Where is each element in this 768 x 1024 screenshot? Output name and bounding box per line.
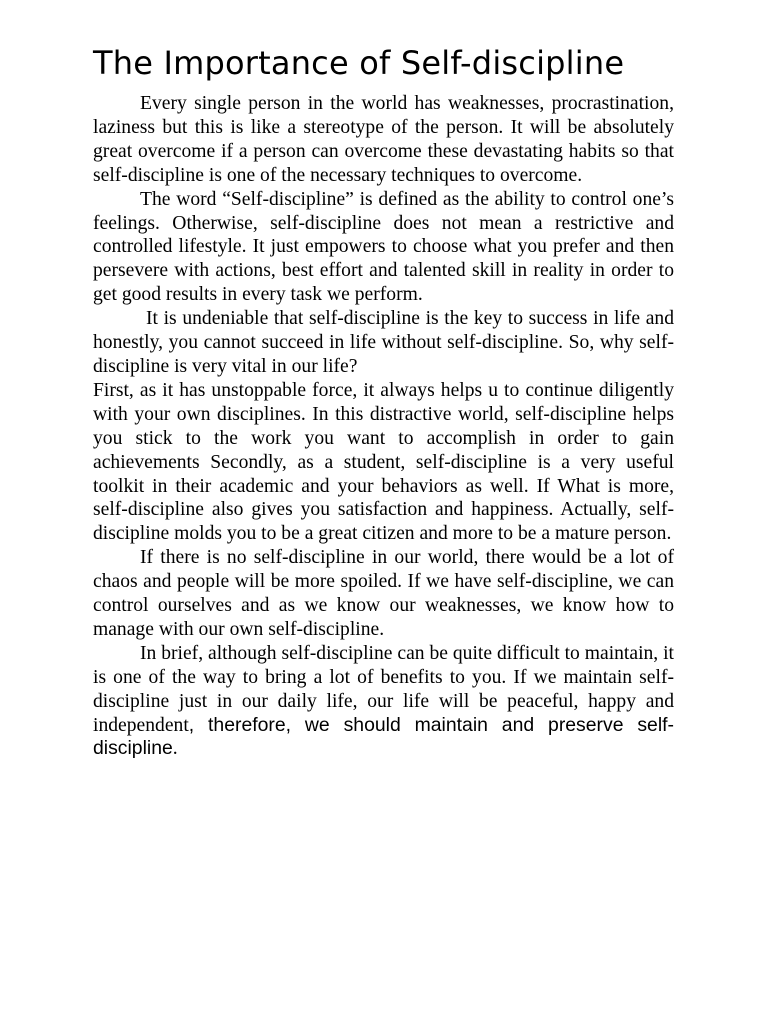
paragraph-definition: The word “Self-discipline” is defined as the ability to control one’s feelings. Otherwise, self-discipline does not mean a restrictive and controlled lifestyle. It just empowers to choose what you prefer and then persevere with actions, best effort and talented skill in reality in order to get good results in every task we perform. [93,188,674,306]
paragraph-key-to-success: It is undeniable that self-discipline is the key to success in life and honestly, you cannot succeed in life without self-discipline. So, why self-discipline is very vital in our life? [93,308,674,377]
conclusion-end-mark: . [172,738,178,760]
paragraph-chaos: If there is no self-discipline in our world, there would be a lot of chaos and people will be more spoiled. If we have self-discipline, we can control ourselves and as we know our weaknesses, we know how to manage with our own self-discipline. [93,547,674,640]
document-title: The Importance of Self-discipline [93,44,625,82]
paragraph-conclusion [93,642,674,762]
conclusion-serif-text: In brief, although self-discipline can be quite difficult to maintain, it is one of the way to bring a lot of benefits to you. If we maintain self-discipline just in our daily life, our life will be peaceful, happy and independent [93,642,674,736]
paragraph-reasons: First, as it has unstoppable force, it always helps u to continue diligently with your own disciplines. In this distractive world, self-discipline helps you stick to the work you want to accomplish in order to gain achievements Secondly, as a student, self-discipline is a very useful toolkit in their academic and your behaviors as well. If What is more, self-discipline also gives you satisfaction and happiness. Actually, self-discipline molds you to be a great citizen and more to be a mature person. [93,379,674,545]
document-body [93,92,674,761]
conclusion-sans-text: , therefore, we should maintain and preserve self-discipline [93,713,674,760]
paragraph-intro: Every single person in the world has weaknesses, procrastination, laziness but this is like a stereotype of the person. It will be absolutely great overcome if a person can overcome these devastating habits so that self-discipline is one of the necessary techniques to overcome. [93,93,674,186]
